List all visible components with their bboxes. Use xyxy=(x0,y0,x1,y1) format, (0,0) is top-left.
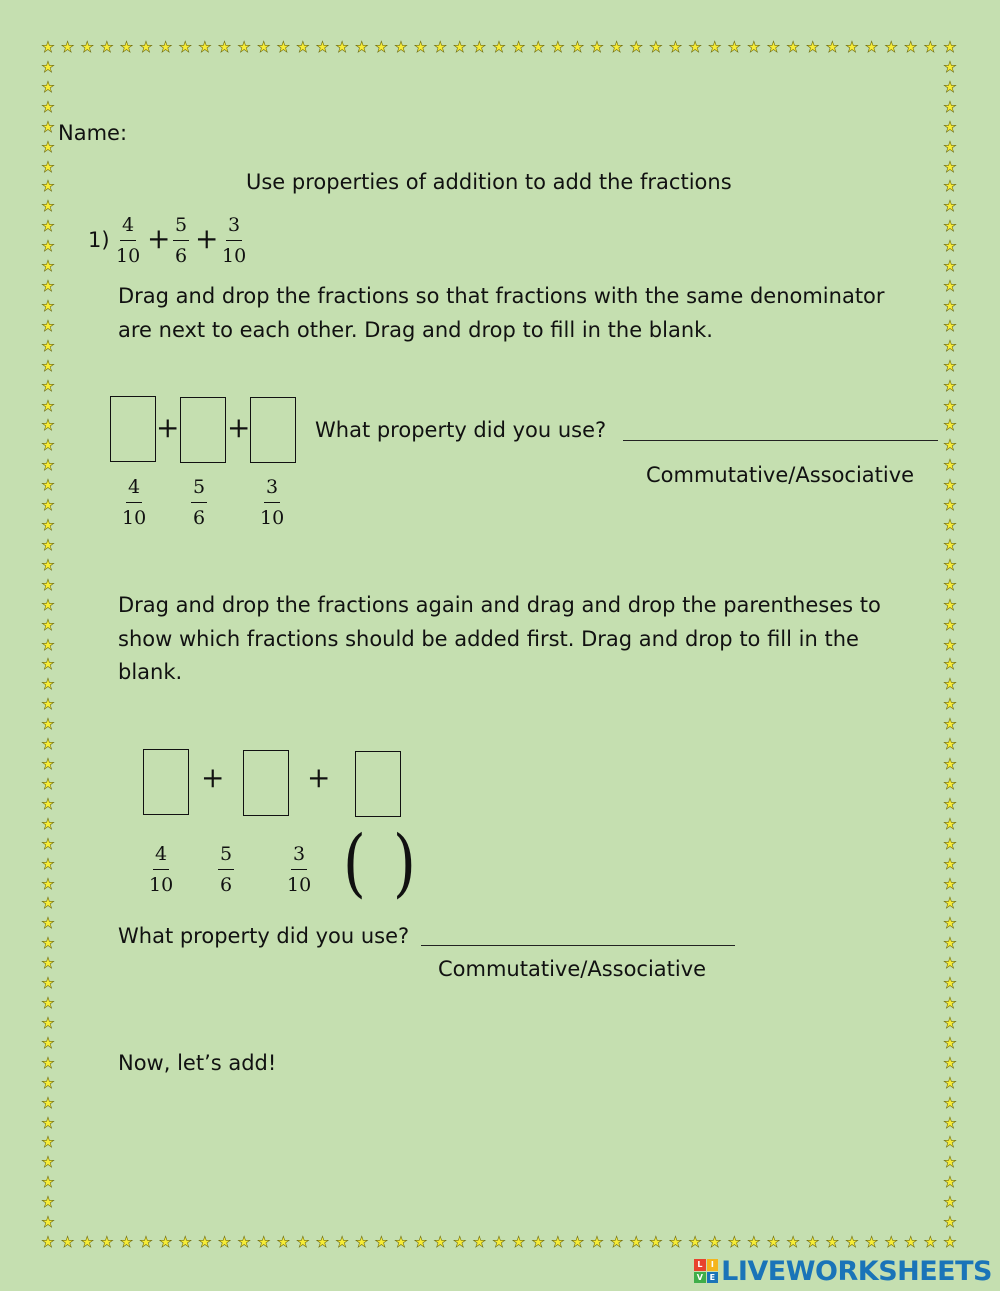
star-icon: ★ xyxy=(41,316,55,335)
star-icon: ★ xyxy=(198,1233,212,1251)
star-icon: ★ xyxy=(943,894,957,913)
star-icon: ★ xyxy=(315,38,330,56)
star-icon: ★ xyxy=(531,38,545,56)
star-icon: ★ xyxy=(41,1233,55,1251)
star-icon: ★ xyxy=(41,894,55,913)
star-icon: ★ xyxy=(41,1153,55,1172)
star-icon: ★ xyxy=(41,1073,55,1092)
star-icon: ★ xyxy=(41,336,55,355)
plus-sign: + xyxy=(156,411,180,444)
star-icon: ★ xyxy=(41,555,55,574)
star-icon: ★ xyxy=(943,774,957,793)
star-icon: ★ xyxy=(943,814,957,833)
star-icon: ★ xyxy=(41,237,55,256)
star-icon: ★ xyxy=(943,1033,957,1052)
part1-draggable-fraction-1[interactable] xyxy=(122,476,146,529)
plus-sign: + xyxy=(227,411,251,444)
star-icon: ★ xyxy=(178,1233,192,1251)
star-icon: ★ xyxy=(41,476,55,495)
part2-instruction-line3: blank. xyxy=(118,660,183,684)
star-icon: ★ xyxy=(41,655,55,674)
part1-instruction-line1: Drag and drop the fractions so that fractions with the same denominator xyxy=(118,284,885,308)
star-icon: ★ xyxy=(943,1133,957,1152)
star-icon: ★ xyxy=(943,1193,957,1212)
star-icon: ★ xyxy=(41,177,55,196)
star-icon: ★ xyxy=(41,456,55,475)
star-icon: ★ xyxy=(864,38,879,56)
star-icon: ★ xyxy=(943,914,957,933)
star-icon: ★ xyxy=(551,1233,565,1251)
star-icon: ★ xyxy=(511,1233,526,1251)
star-icon: ★ xyxy=(41,695,55,714)
star-icon: ★ xyxy=(943,535,957,554)
star-icon: ★ xyxy=(629,1233,643,1251)
star-icon: ★ xyxy=(943,157,957,176)
star-icon: ★ xyxy=(41,595,55,614)
star-icon: ★ xyxy=(41,1033,55,1052)
star-icon: ★ xyxy=(41,934,55,953)
star-icon: ★ xyxy=(943,257,957,276)
star-icon: ★ xyxy=(943,217,957,236)
star-icon: ★ xyxy=(41,217,55,236)
denominator: 10 xyxy=(287,874,312,896)
denominator: 10 xyxy=(222,245,247,267)
plus-sign: + xyxy=(195,222,219,255)
denominator: 6 xyxy=(193,507,206,529)
part2-answer-blank[interactable] xyxy=(421,945,735,946)
star-icon: ★ xyxy=(296,38,310,56)
star-icon: ★ xyxy=(453,1233,467,1251)
star-icon: ★ xyxy=(355,1233,369,1251)
star-icon: ★ xyxy=(41,137,55,156)
star-icon: ★ xyxy=(256,38,271,56)
star-icon: ★ xyxy=(707,1233,722,1251)
star-icon: ★ xyxy=(943,137,957,156)
star-icon: ★ xyxy=(806,1233,820,1251)
part2-drop-box-1[interactable] xyxy=(143,749,189,815)
star-icon: ★ xyxy=(570,1233,585,1251)
denominator: 10 xyxy=(149,874,174,896)
star-icon: ★ xyxy=(41,535,55,554)
star-icon: ★ xyxy=(904,38,918,56)
star-icon: ★ xyxy=(845,1233,859,1251)
logo-letter: I xyxy=(707,1259,719,1271)
star-icon: ★ xyxy=(237,1233,251,1251)
star-icon: ★ xyxy=(943,1013,957,1032)
star-icon: ★ xyxy=(472,1233,487,1251)
star-icon: ★ xyxy=(60,38,75,56)
star-icon: ★ xyxy=(943,296,957,315)
star-icon: ★ xyxy=(41,994,55,1012)
star-icon: ★ xyxy=(453,38,467,56)
problem-number: 1) xyxy=(88,228,110,252)
star-icon: ★ xyxy=(766,1233,781,1251)
part1-instruction-line2: are next to each other. Drag and drop to fill in the blank. xyxy=(118,318,713,342)
star-icon: ★ xyxy=(943,177,957,196)
draggable-open-parenthesis[interactable]: ( xyxy=(342,820,366,906)
part2-options: Commutative/Associative xyxy=(438,957,707,981)
star-icon: ★ xyxy=(198,38,212,56)
star-icon: ★ xyxy=(492,38,506,56)
star-icon: ★ xyxy=(158,1233,173,1251)
star-icon: ★ xyxy=(943,336,957,355)
star-icon: ★ xyxy=(41,774,55,793)
problem-fraction-2 xyxy=(173,214,189,267)
star-icon: ★ xyxy=(41,635,55,654)
star-icon: ★ xyxy=(335,38,349,56)
star-icon: ★ xyxy=(41,376,55,395)
logo-icon xyxy=(694,1259,718,1283)
star-icon: ★ xyxy=(943,1213,957,1232)
star-icon: ★ xyxy=(41,1113,55,1132)
star-icon: ★ xyxy=(41,615,55,634)
star-icon: ★ xyxy=(41,874,55,893)
part2-question: What property did you use? xyxy=(118,924,410,948)
draggable-close-parenthesis[interactable]: ) xyxy=(392,820,416,906)
star-icon: ★ xyxy=(41,38,55,56)
star-icon: ★ xyxy=(119,38,134,56)
problem-fraction-3 xyxy=(222,214,246,267)
numerator: 4 xyxy=(126,476,142,503)
star-icon: ★ xyxy=(786,1233,800,1251)
star-icon: ★ xyxy=(649,1233,663,1251)
star-icon: ★ xyxy=(649,38,663,56)
star-icon: ★ xyxy=(943,635,957,654)
star-icon: ★ xyxy=(943,416,957,435)
star-icon: ★ xyxy=(551,38,565,56)
star-icon: ★ xyxy=(41,814,55,833)
star-icon: ★ xyxy=(943,854,957,873)
star-icon: ★ xyxy=(433,38,447,56)
part1-draggable-fraction-3[interactable] xyxy=(260,476,284,529)
star-icon: ★ xyxy=(100,1233,114,1251)
star-icon: ★ xyxy=(668,38,683,56)
star-icon: ★ xyxy=(943,277,957,295)
star-icon: ★ xyxy=(943,615,957,634)
star-icon: ★ xyxy=(41,296,55,315)
star-icon: ★ xyxy=(41,277,55,295)
star-icon: ★ xyxy=(825,38,840,56)
numerator: 4 xyxy=(153,843,169,870)
star-icon: ★ xyxy=(394,38,408,56)
star-icon: ★ xyxy=(315,1233,330,1251)
star-icon: ★ xyxy=(943,316,957,335)
star-icon: ★ xyxy=(629,38,643,56)
star-icon: ★ xyxy=(100,38,114,56)
numerator: 3 xyxy=(226,214,242,241)
star-icon: ★ xyxy=(943,396,957,415)
star-icon: ★ xyxy=(41,1193,55,1212)
star-icon: ★ xyxy=(41,914,55,933)
numerator: 3 xyxy=(291,843,307,870)
star-icon: ★ xyxy=(41,157,55,176)
star-icon: ★ xyxy=(511,38,526,56)
part2-drop-box-3[interactable] xyxy=(355,751,401,817)
star-icon: ★ xyxy=(41,1133,55,1152)
star-icon: ★ xyxy=(41,436,55,455)
star-icon: ★ xyxy=(943,755,957,773)
star-icon: ★ xyxy=(943,97,957,116)
star-icon: ★ xyxy=(374,38,389,56)
star-icon: ★ xyxy=(884,1233,898,1251)
star-icon: ★ xyxy=(943,1233,957,1251)
star-icon: ★ xyxy=(80,38,94,56)
star-icon: ★ xyxy=(296,1233,310,1251)
part1-question: What property did you use? xyxy=(315,418,607,442)
star-icon: ★ xyxy=(786,38,800,56)
star-icon: ★ xyxy=(943,555,957,574)
star-icon: ★ xyxy=(276,1233,291,1251)
star-icon: ★ xyxy=(139,1233,153,1251)
part2-instruction-line1: Drag and drop the fractions again and drag and drop the parentheses to xyxy=(118,593,881,617)
numerator: 5 xyxy=(173,214,189,241)
star-icon: ★ xyxy=(570,38,585,56)
star-icon: ★ xyxy=(41,675,55,694)
star-icon: ★ xyxy=(825,1233,840,1251)
part1-drop-box-1[interactable] xyxy=(110,396,156,462)
star-icon: ★ xyxy=(41,1053,55,1072)
star-icon: ★ xyxy=(158,38,173,56)
star-icon: ★ xyxy=(41,854,55,873)
star-icon: ★ xyxy=(727,1233,742,1251)
star-icon: ★ xyxy=(374,1233,389,1251)
plus-sign: + xyxy=(147,222,171,255)
star-icon: ★ xyxy=(864,1233,879,1251)
denominator: 6 xyxy=(175,245,188,267)
star-icon: ★ xyxy=(943,1093,957,1112)
part2-instruction-line2: show which fractions should be added first. Drag and drop to fill in the xyxy=(118,627,859,651)
denominator: 10 xyxy=(116,245,141,267)
star-icon: ★ xyxy=(943,934,957,953)
star-icon: ★ xyxy=(41,1213,55,1232)
star-icon: ★ xyxy=(41,834,55,853)
star-icon: ★ xyxy=(943,1153,957,1172)
star-icon: ★ xyxy=(41,954,55,973)
star-icon: ★ xyxy=(884,38,898,56)
star-icon: ★ xyxy=(590,38,604,56)
star-icon: ★ xyxy=(943,974,957,993)
star-icon: ★ xyxy=(943,456,957,475)
star-icon: ★ xyxy=(943,516,957,534)
star-icon: ★ xyxy=(806,38,820,56)
star-icon: ★ xyxy=(41,1013,55,1032)
star-icon: ★ xyxy=(394,1233,408,1251)
star-icon: ★ xyxy=(433,1233,447,1251)
star-icon: ★ xyxy=(943,675,957,694)
part1-draggable-fraction-2[interactable] xyxy=(191,476,207,529)
logo-letter: V xyxy=(694,1272,706,1284)
star-icon: ★ xyxy=(60,1233,75,1251)
star-icon: ★ xyxy=(41,197,55,216)
liveworksheets-logo[interactable] xyxy=(694,1256,992,1286)
star-icon: ★ xyxy=(80,1233,94,1251)
star-icon: ★ xyxy=(943,376,957,395)
star-icon: ★ xyxy=(943,197,957,216)
star-icon: ★ xyxy=(943,695,957,714)
star-icon: ★ xyxy=(276,38,291,56)
logo-letter: L xyxy=(694,1259,706,1271)
star-icon: ★ xyxy=(923,38,938,56)
star-icon: ★ xyxy=(609,1233,624,1251)
closing-text: Now, let’s add! xyxy=(118,1051,277,1075)
star-icon: ★ xyxy=(492,1233,506,1251)
star-icon: ★ xyxy=(119,1233,134,1251)
plus-sign: + xyxy=(307,761,331,794)
part1-drop-box-2[interactable] xyxy=(180,397,226,463)
part2-draggable-fraction-1[interactable] xyxy=(149,843,173,896)
star-icon: ★ xyxy=(41,1173,55,1192)
star-icon: ★ xyxy=(943,834,957,853)
star-icon: ★ xyxy=(727,38,742,56)
star-icon: ★ xyxy=(943,874,957,893)
star-icon: ★ xyxy=(41,57,55,76)
star-icon: ★ xyxy=(41,715,55,734)
star-icon: ★ xyxy=(943,237,957,256)
star-icon: ★ xyxy=(472,38,487,56)
star-icon: ★ xyxy=(41,416,55,435)
part1-options: Commutative/Associative xyxy=(646,463,915,487)
star-icon: ★ xyxy=(41,755,55,773)
star-icon: ★ xyxy=(688,38,702,56)
star-icon: ★ xyxy=(41,97,55,116)
star-icon: ★ xyxy=(41,496,55,515)
star-icon: ★ xyxy=(943,794,957,813)
star-icon: ★ xyxy=(41,516,55,534)
denominator: 10 xyxy=(260,507,285,529)
part2-draggable-fraction-3[interactable] xyxy=(287,843,311,896)
star-icon: ★ xyxy=(178,38,192,56)
star-icon: ★ xyxy=(217,1233,232,1251)
star-icon: ★ xyxy=(688,1233,702,1251)
star-icon: ★ xyxy=(943,1053,957,1072)
star-icon: ★ xyxy=(41,974,55,993)
star-icon: ★ xyxy=(531,1233,545,1251)
star-icon: ★ xyxy=(355,38,369,56)
numerator: 3 xyxy=(264,476,280,503)
star-icon: ★ xyxy=(943,1173,957,1192)
name-label: Name: xyxy=(58,121,128,145)
numerator: 4 xyxy=(120,214,136,241)
star-icon: ★ xyxy=(590,1233,604,1251)
star-icon: ★ xyxy=(943,77,957,96)
star-icon: ★ xyxy=(943,1073,957,1092)
logo-text: LIVEWORKSHEETS xyxy=(721,1255,992,1287)
star-icon: ★ xyxy=(41,735,55,754)
part1-answer-blank[interactable] xyxy=(623,440,938,441)
part2-drop-box-2[interactable] xyxy=(243,750,289,816)
star-icon: ★ xyxy=(943,496,957,515)
denominator: 10 xyxy=(122,507,147,529)
star-icon: ★ xyxy=(256,1233,271,1251)
star-icon: ★ xyxy=(943,735,957,754)
star-icon: ★ xyxy=(413,1233,428,1251)
star-icon: ★ xyxy=(41,117,55,136)
star-icon: ★ xyxy=(943,715,957,734)
denominator: 6 xyxy=(220,874,233,896)
logo-letter: E xyxy=(707,1272,719,1284)
star-icon: ★ xyxy=(766,38,781,56)
star-icon: ★ xyxy=(609,38,624,56)
star-icon: ★ xyxy=(41,575,55,594)
star-icon: ★ xyxy=(943,38,957,56)
star-icon: ★ xyxy=(41,257,55,276)
star-icon: ★ xyxy=(943,655,957,674)
star-icon: ★ xyxy=(413,38,428,56)
star-icon: ★ xyxy=(904,1233,918,1251)
star-icon: ★ xyxy=(41,77,55,96)
star-icon: ★ xyxy=(943,356,957,375)
star-icon: ★ xyxy=(943,954,957,973)
star-icon: ★ xyxy=(943,117,957,136)
star-icon: ★ xyxy=(41,356,55,375)
numerator: 5 xyxy=(218,843,234,870)
star-icon: ★ xyxy=(943,476,957,495)
star-icon: ★ xyxy=(943,1113,957,1132)
star-icon: ★ xyxy=(237,38,251,56)
star-icon: ★ xyxy=(41,1093,55,1112)
star-icon: ★ xyxy=(923,1233,938,1251)
star-icon: ★ xyxy=(747,38,761,56)
star-icon: ★ xyxy=(943,436,957,455)
star-icon: ★ xyxy=(845,38,859,56)
star-icon: ★ xyxy=(41,794,55,813)
star-icon: ★ xyxy=(943,575,957,594)
problem-fraction-1 xyxy=(116,214,140,267)
star-icon: ★ xyxy=(668,1233,683,1251)
star-icon: ★ xyxy=(335,1233,349,1251)
part2-draggable-fraction-2[interactable] xyxy=(218,843,234,896)
star-icon: ★ xyxy=(217,38,232,56)
star-icon: ★ xyxy=(707,38,722,56)
star-icon: ★ xyxy=(41,396,55,415)
plus-sign: + xyxy=(201,761,225,794)
star-icon: ★ xyxy=(747,1233,761,1251)
numerator: 5 xyxy=(191,476,207,503)
instruction-heading: Use properties of addition to add the fractions xyxy=(246,170,732,194)
star-icon: ★ xyxy=(139,38,153,56)
star-icon: ★ xyxy=(943,57,957,76)
star-icon: ★ xyxy=(943,595,957,614)
part1-drop-box-3[interactable] xyxy=(250,397,296,463)
star-icon: ★ xyxy=(943,994,957,1012)
